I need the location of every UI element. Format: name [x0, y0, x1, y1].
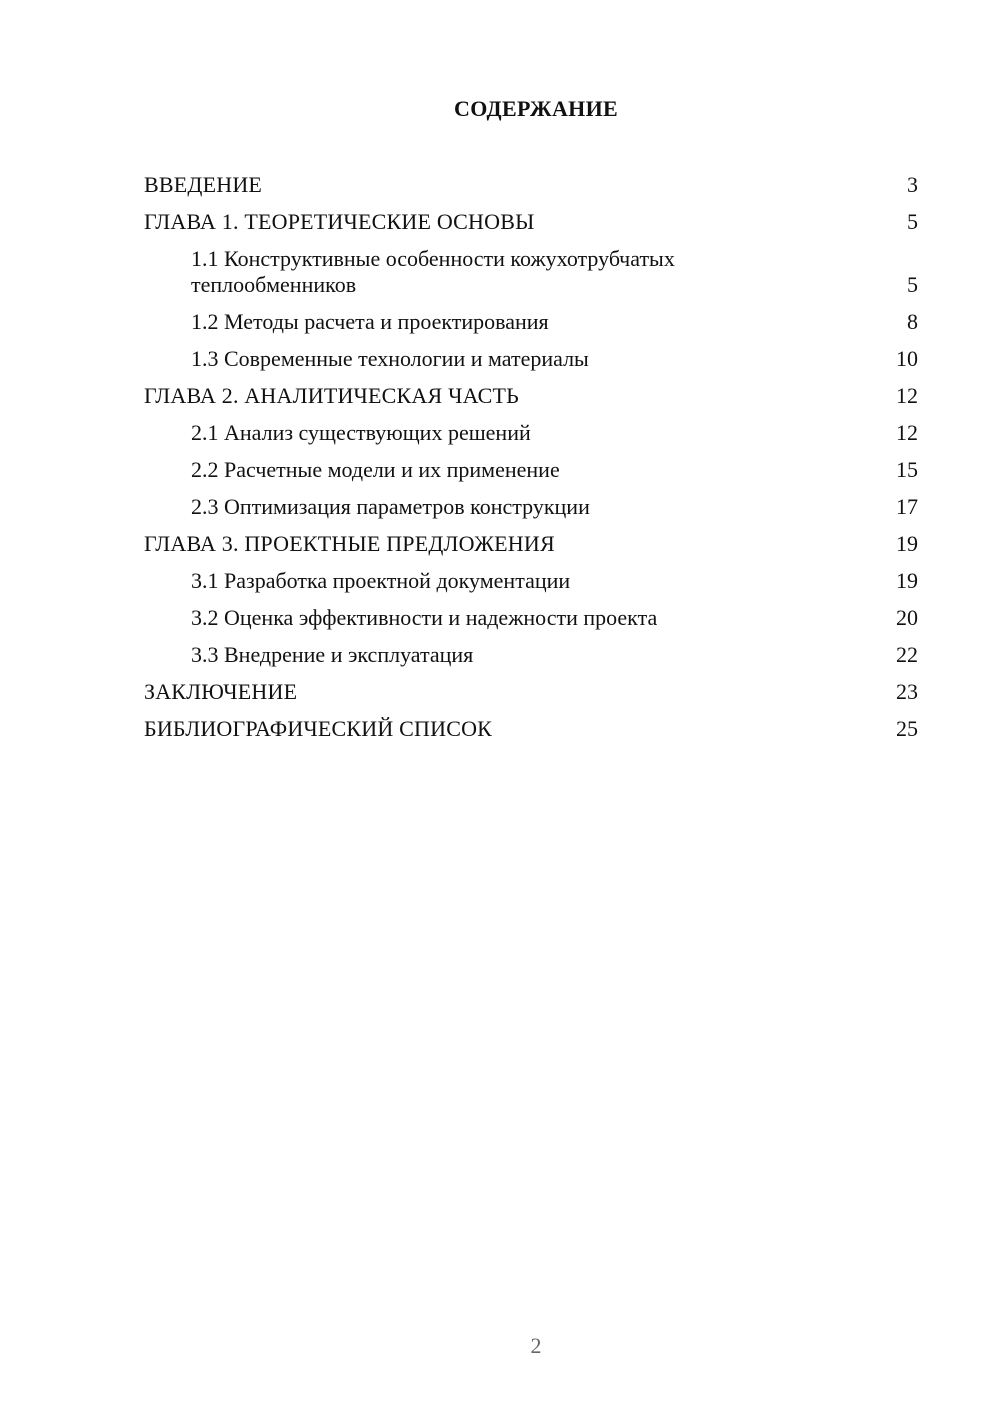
toc-entry-page: 19 [896, 567, 918, 593]
toc-entry-chapter-3[interactable] [144, 525, 918, 562]
toc-entry-label: 1.2 Методы расчета и проектирования [191, 308, 549, 334]
page-title: СОДЕРЖАНИЕ [454, 96, 618, 121]
toc-entry-page: 22 [896, 641, 918, 667]
toc-entry-label: 3.1 Разработка проектной документации [191, 567, 571, 593]
toc-entry-section-3-2[interactable] [144, 599, 918, 636]
toc-entry-label: 3.2 Оценка эффективности и надежности проекта [191, 604, 658, 630]
toc-entry-page: 23 [896, 678, 918, 704]
toc-entry-section-1-3[interactable] [144, 340, 918, 377]
toc-entry-page: 3 [907, 171, 918, 197]
toc-entry-page: 12 [896, 382, 918, 408]
toc-entry-label: 2.3 Оптимизация параметров конструкции [191, 493, 590, 519]
toc-entry-label: ЗАКЛЮЧЕНИЕ [144, 678, 298, 704]
toc-entry-chapter-1[interactable] [144, 203, 918, 240]
toc-entry-label: 3.3 Внедрение и эксплуатация [191, 641, 474, 667]
toc-entry-page: 15 [896, 456, 918, 482]
toc-entry-page: 25 [896, 715, 918, 741]
toc-entry-page: 5 [907, 271, 918, 297]
toc-entry-page: 5 [907, 208, 918, 234]
toc-entry-label: 2.2 Расчетные модели и их применение [191, 456, 560, 482]
toc-entry-label: 1.3 Современные технологии и материалы [191, 345, 589, 371]
toc-entry-section-3-1[interactable] [144, 562, 918, 599]
toc-entry-label: ВВЕДЕНИЕ [144, 171, 263, 197]
toc-entry-label: 1.1 Конструктивные особенности кожухотрубчатых теплообменников [191, 245, 675, 297]
toc-entry-conclusion[interactable] [144, 673, 918, 710]
toc-entry-section-1-1[interactable] [144, 240, 918, 303]
toc-entry-section-2-1[interactable] [144, 414, 918, 451]
toc-entry-section-1-2[interactable] [144, 303, 918, 340]
toc-entry-label: ГЛАВА 3. ПРОЕКТНЫЕ ПРЕДЛОЖЕНИЯ [144, 530, 555, 556]
toc-entry-page: 8 [907, 308, 918, 334]
toc-entry-page: 10 [896, 345, 918, 371]
toc-entry-page: 12 [896, 419, 918, 445]
toc-entry-label: БИБЛИОГРАФИЧЕСКИЙ СПИСОК [144, 715, 493, 741]
toc-entry-label: 2.1 Анализ существующих решений [191, 419, 531, 445]
toc-entry-page: 20 [896, 604, 918, 630]
toc-entry-bibliography[interactable] [144, 710, 918, 747]
toc-entry-label: ГЛАВА 1. ТЕОРЕТИЧЕСКИЕ ОСНОВЫ [144, 208, 535, 234]
toc-entry-section-3-3[interactable] [144, 636, 918, 673]
toc-entry-section-2-3[interactable] [144, 488, 918, 525]
page-number: 2 [530, 1333, 542, 1358]
table-of-contents [144, 166, 918, 747]
toc-entry-section-2-2[interactable] [144, 451, 918, 488]
toc-entry-introduction[interactable] [144, 166, 918, 203]
toc-entry-chapter-2[interactable] [144, 377, 918, 414]
toc-entry-page: 17 [896, 493, 918, 519]
toc-entry-page: 19 [896, 530, 918, 556]
toc-entry-label: ГЛАВА 2. АНАЛИТИЧЕСКАЯ ЧАСТЬ [144, 382, 519, 408]
